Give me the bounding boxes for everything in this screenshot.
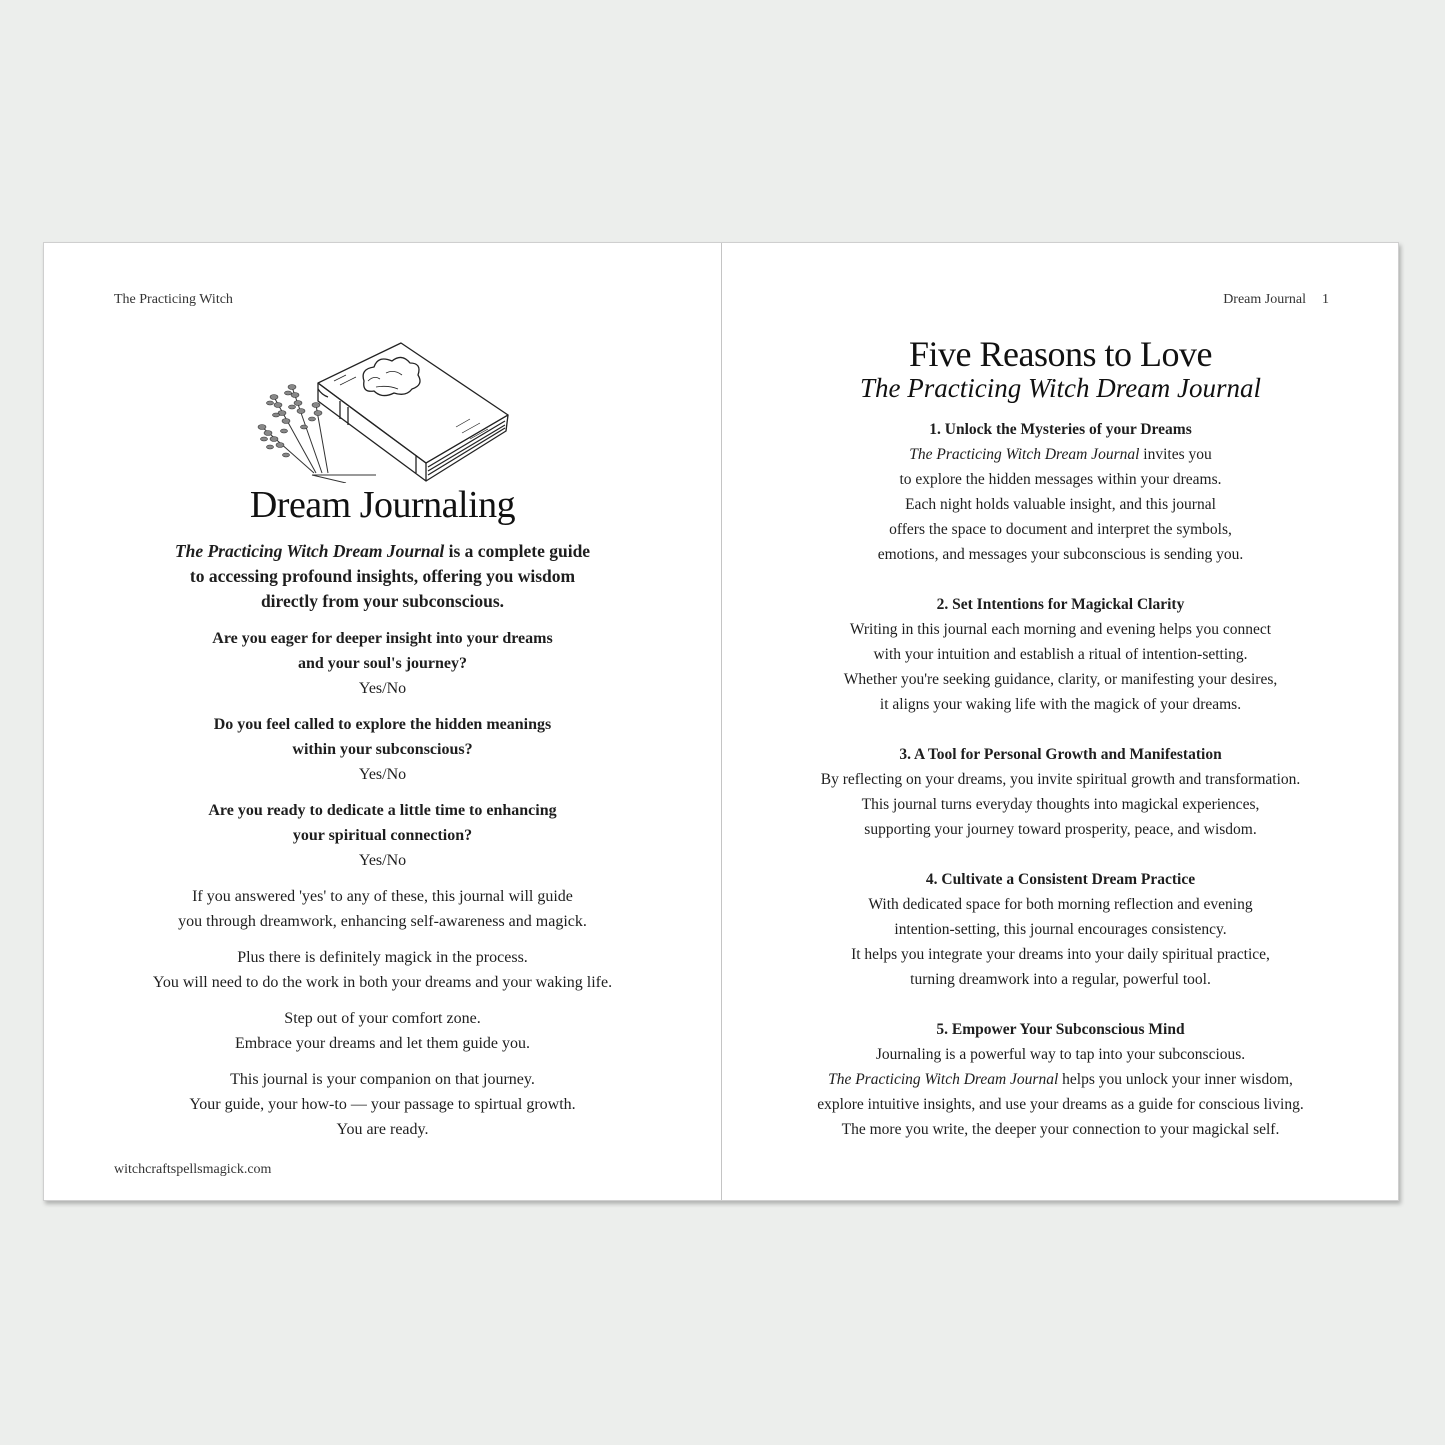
left-body: [104, 626, 661, 1153]
paragraph-line: You are ready.: [336, 1121, 429, 1138]
reason-heading: 4. Cultivate a Consistent Dream Practice: [925, 871, 1196, 888]
paragraph-line: If you answered 'yes' to any of these, this journal will guide: [192, 888, 573, 905]
reason-line: offers the space to document and interpret the symbols,: [889, 521, 1232, 538]
running-head-right: [1223, 292, 1329, 308]
reason-line: [762, 1067, 1359, 1092]
question-line: and your soul's journey?: [297, 655, 468, 672]
paragraph-line: Your guide, your how-to — your passage to spirtual growth.: [189, 1096, 576, 1113]
reason-item: [762, 1017, 1359, 1142]
intro-italic-title: The Practicing Witch Dream Journal: [174, 541, 445, 561]
reason-line: Each night holds valuable insight, and this journal: [905, 496, 1216, 513]
body-paragraph: [104, 884, 661, 934]
reason-line-rest: invites you: [1139, 446, 1212, 463]
footer-url: witchcraftspellsmagick.com: [114, 1162, 272, 1177]
reason-line: explore intuitive insights, and use your dreams as a guide for conscious living.: [817, 1096, 1304, 1113]
question-answer: Yes/No: [358, 766, 407, 783]
paragraph-line: Step out of your comfort zone.: [284, 1010, 481, 1027]
reason-line: supporting your journey toward prosperity, peace, and wisdom.: [864, 821, 1257, 838]
question-line: Are you eager for deeper insight into your dreams: [212, 630, 553, 647]
reason-italic-lead: The Practicing Witch Dream Journal: [909, 446, 1140, 463]
running-head-left: The Practicing Witch: [114, 292, 233, 307]
reason-item: [762, 417, 1359, 567]
reason-item: [762, 742, 1359, 842]
body-paragraph: [104, 945, 661, 995]
reason-line: to explore the hidden messages within your dreams.: [899, 471, 1222, 488]
reason-line: By reflecting on your dreams, you invite spiritual growth and transformation.: [820, 771, 1301, 788]
reason-line: With dedicated space for both morning reflection and evening: [868, 896, 1253, 913]
body-paragraph: [104, 1006, 661, 1056]
left-page: [44, 243, 721, 1200]
page-title-right: Five Reasons to Love: [909, 334, 1212, 374]
question-line: your spiritual connection?: [292, 827, 473, 844]
reason-line: turning dreamwork into a regular, powerful tool.: [910, 971, 1211, 988]
paragraph-line: you through dreamwork, enhancing self-awareness and magick.: [178, 913, 587, 930]
paragraph-line: This journal is your companion on that journey.: [230, 1071, 535, 1088]
reason-line: it aligns your waking life with the magick of your dreams.: [879, 696, 1242, 713]
question-line: within your subconscious?: [292, 741, 473, 758]
reason-heading: 2. Set Intentions for Magickal Clarity: [936, 596, 1185, 613]
intro-paragraph: [124, 539, 641, 614]
reason-heading: 5. Empower Your Subconscious Mind: [936, 1021, 1185, 1038]
question-block: [104, 626, 661, 701]
intro-line2: to accessing profound insights, offering you wisdom: [189, 566, 576, 586]
intro-line3: directly from your subconscious.: [260, 591, 505, 611]
question-answer: Yes/No: [358, 852, 407, 869]
reason-item: [762, 592, 1359, 717]
intro-line1: is a complete guide: [444, 541, 591, 561]
paragraph-line: You will need to do the work in both your dreams and your waking life.: [152, 974, 613, 991]
reason-line: intention-setting, this journal encourages consistency.: [894, 921, 1227, 938]
paragraph-line: Embrace your dreams and let them guide you.: [234, 1035, 530, 1052]
book-with-lavender-icon: [256, 335, 526, 483]
reason-line: [762, 442, 1359, 467]
body-paragraph: [104, 1067, 661, 1142]
question-line: Are you ready to dedicate a little time to enhancing: [208, 802, 557, 819]
question-block: [104, 712, 661, 787]
reason-line: with your intuition and establish a ritual of intention-setting.: [873, 646, 1248, 663]
reason-heading: 1. Unlock the Mysteries of your Dreams: [929, 421, 1192, 438]
reason-line: The more you write, the deeper your connection to your magickal self.: [841, 1121, 1280, 1138]
question-line: Do you feel called to explore the hidden meanings: [213, 716, 552, 733]
reason-line: Journaling is a powerful way to tap into your subconscious.: [875, 1046, 1246, 1063]
reasons-list: [762, 417, 1359, 1167]
page-subtitle-right: The Practicing Witch Dream Journal: [860, 373, 1261, 403]
running-head-title: Dream Journal: [1223, 292, 1306, 307]
reason-italic-lead: The Practicing Witch Dream Journal: [828, 1071, 1059, 1088]
right-page: [722, 243, 1399, 1200]
paragraph-line: Plus there is definitely magick in the process.: [237, 949, 528, 966]
reason-line-rest: helps you unlock your inner wisdom,: [1058, 1071, 1293, 1088]
page-number: 1: [1322, 292, 1329, 307]
reason-line: It helps you integrate your dreams into your daily spiritual practice,: [851, 946, 1270, 963]
reason-line: emotions, and messages your subconscious is sending you.: [877, 546, 1244, 563]
reason-line: This journal turns everyday thoughts into magickal experiences,: [861, 796, 1260, 813]
question-block: [104, 798, 661, 873]
reason-line: Writing in this journal each morning and evening helps you connect: [849, 621, 1272, 638]
question-answer: Yes/No: [358, 680, 407, 697]
reason-heading: 3. A Tool for Personal Growth and Manifestation: [899, 746, 1222, 763]
reason-line: Whether you're seeking guidance, clarity, or manifesting your desires,: [843, 671, 1278, 688]
page-title-left: Dream Journaling: [249, 484, 516, 526]
book-spread: [43, 242, 1399, 1201]
reason-item: [762, 867, 1359, 992]
